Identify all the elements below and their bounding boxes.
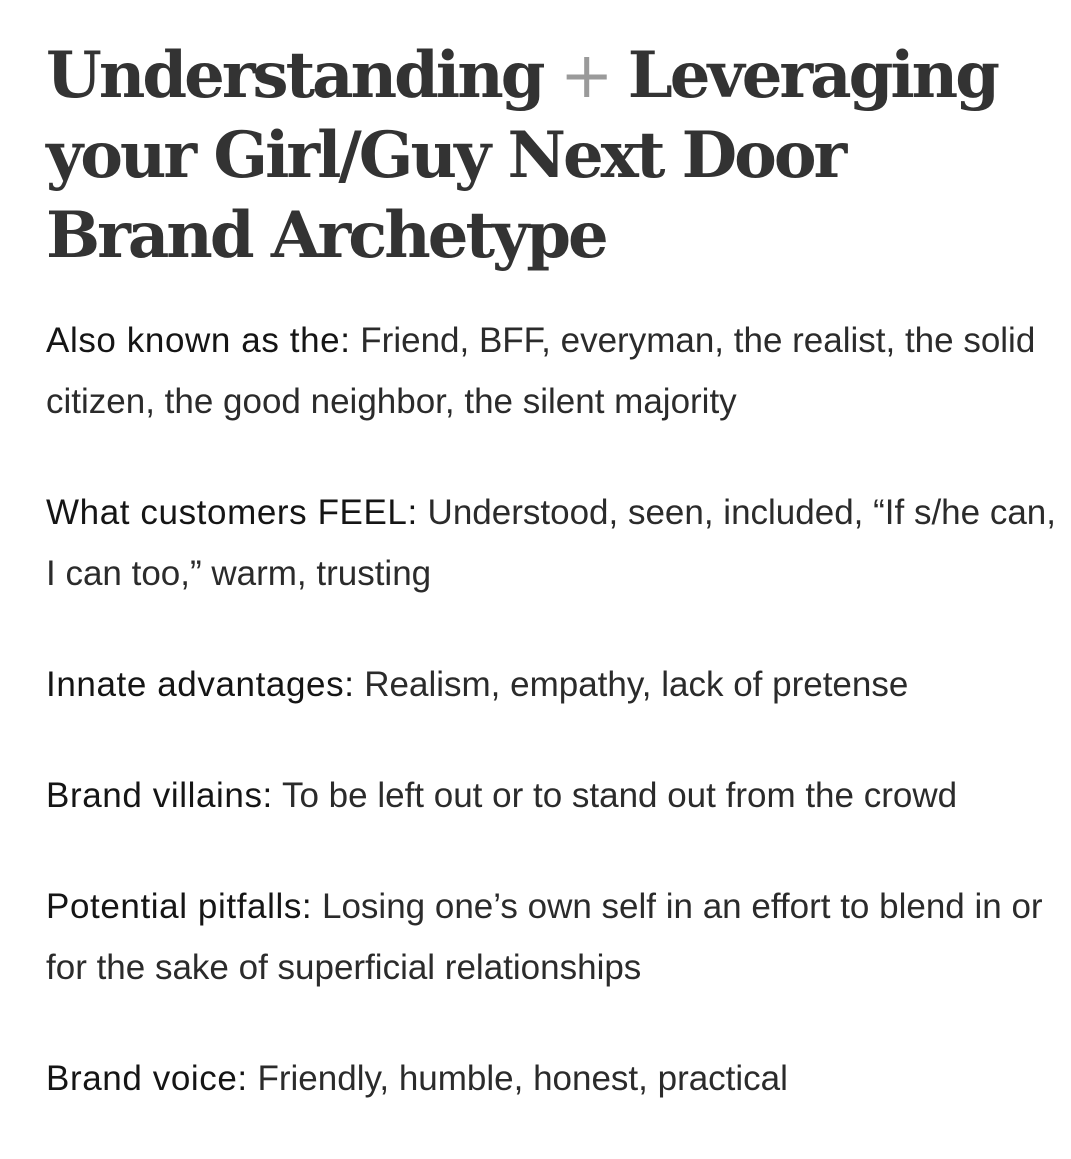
attribute-value: To be left out or to stand out from the crowd: [272, 776, 958, 815]
title-part-1: Understanding: [46, 38, 543, 113]
attribute-value: Friendly, humble, honest, practical: [247, 1059, 788, 1098]
attribute-also-known-as: [46, 310, 1066, 432]
attribute-innate-advantages: [46, 654, 1066, 715]
attribute-label: What customers FEEL:: [46, 493, 418, 532]
attribute-brand-voice: [46, 1048, 1066, 1109]
attribute-brand-villains: [46, 765, 1066, 826]
attribute-value: Realism, empathy, lack of pretense: [354, 665, 909, 704]
attribute-label: Potential pitfalls:: [46, 887, 313, 926]
attribute-potential-pitfalls: [46, 876, 1066, 998]
attribute-value: Friend, BFF, everyman, the realist, the solid citizen, the good neighbor, the silent majority: [46, 321, 1036, 421]
attribute-value: Losing one’s own self in an effort to blend in or for the sake of superficial relationships: [46, 887, 1043, 987]
attribute-what-customers-feel: [46, 482, 1066, 604]
archetype-attributes: [46, 310, 1066, 1109]
attribute-label: Innate advantages:: [46, 665, 355, 704]
title-plus-sign: +: [542, 39, 628, 113]
title-part-2: Leveraging your Girl/Guy Next Door Brand Archetype: [46, 38, 997, 273]
attribute-label: Brand villains:: [46, 776, 273, 815]
page-title: [46, 36, 1066, 276]
article: [46, 36, 1066, 1159]
attribute-label: Brand voice:: [46, 1059, 248, 1098]
attribute-label: Also known as the:: [46, 321, 351, 360]
attribute-value: Understood, seen, included, “If s/he can, I can too,” warm, trusting: [46, 493, 1056, 593]
